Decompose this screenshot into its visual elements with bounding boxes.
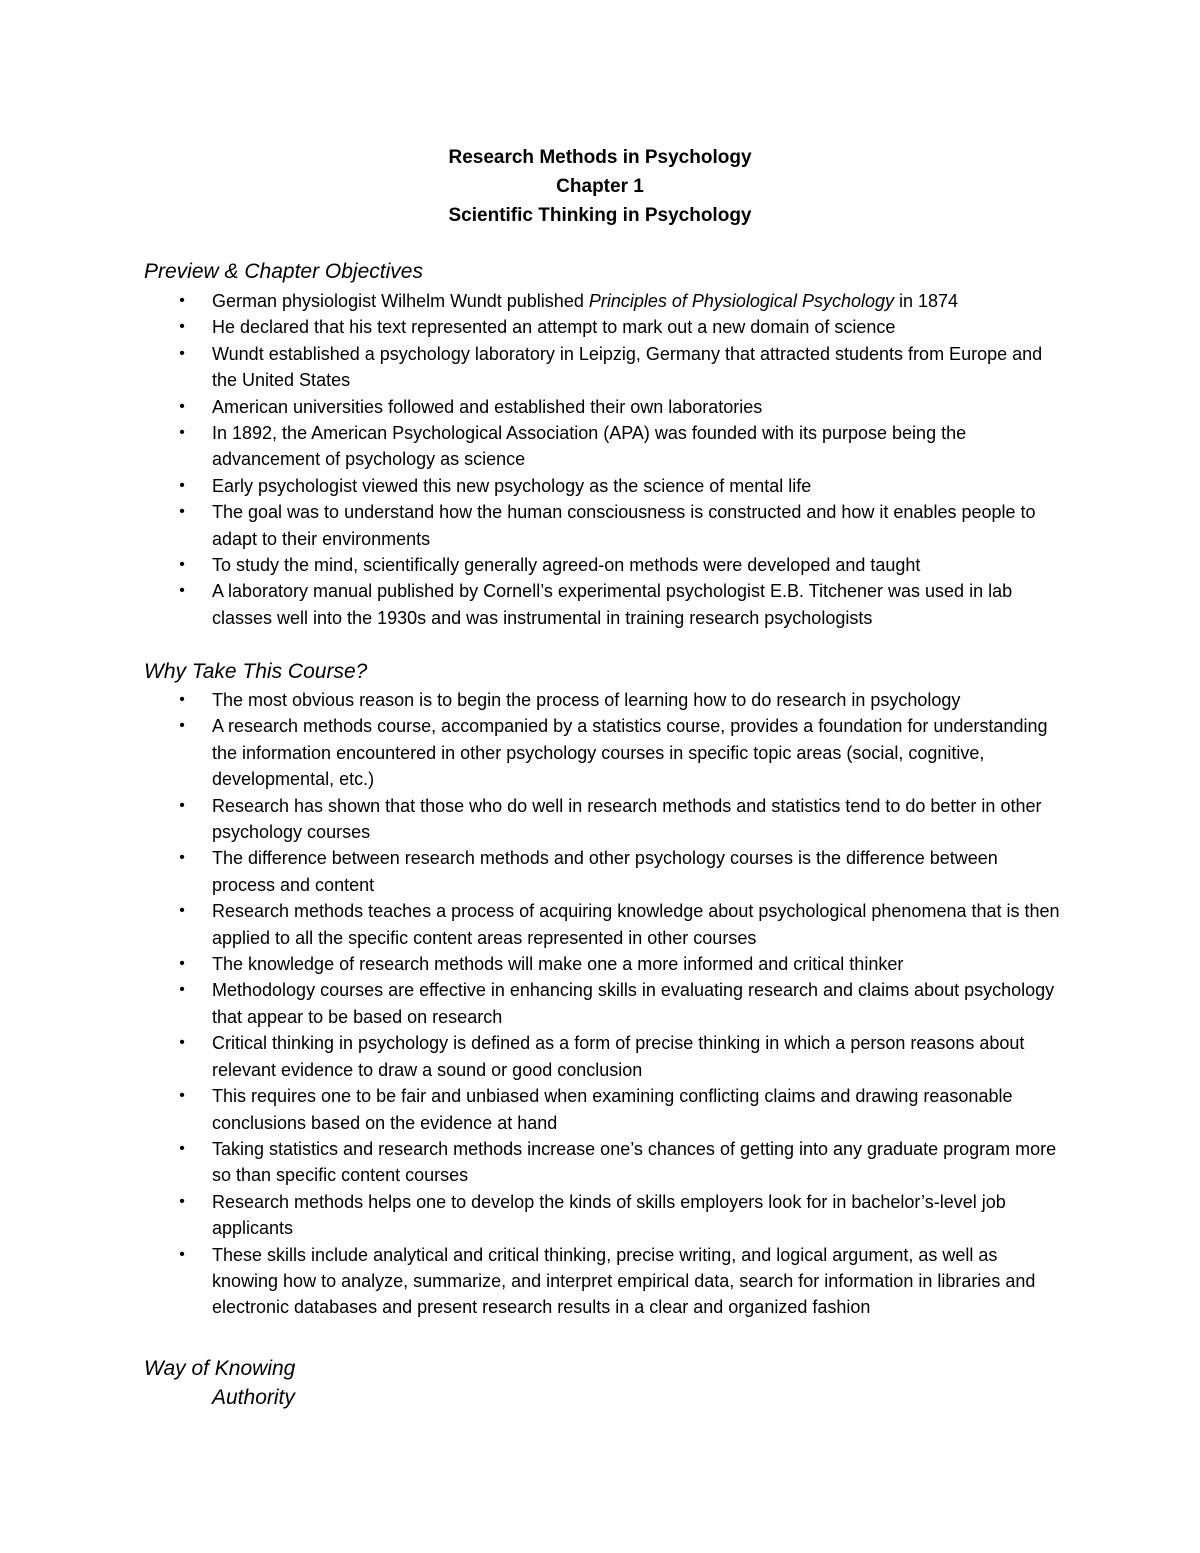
bullet-text: A research methods course, accompanied by a statistics course, provides a foundation for understanding the information encountered in other psychology courses in specific topic areas (social, cognitive, developmental, etc.) [212,716,1048,790]
bullet-text: Early psychologist viewed this new psychology as the science of mental life [212,475,812,496]
list-item [144,288,1064,314]
list-item [144,1030,1064,1083]
bullet-text: American universities followed and established their own laboratories [212,396,763,417]
bullet-text: A laboratory manual published by Cornell’s experimental psychologist E.B. Titchener was used in lab classes well into the 1930s and was instrumental in training research psychologists [212,581,1013,628]
bullet-icon: • [179,476,185,494]
preview-bullet-list [144,288,1064,631]
bullet-icon: • [179,796,185,814]
bullet-text: Research methods helps one to develop the kinds of skills employers look for in bachelor’s-level job applicants [212,1191,1006,1239]
bullet-icon: • [179,1139,185,1157]
bullet-icon: • [179,902,185,920]
list-item [144,1136,1064,1189]
bullet-text: To study the mind, scientifically generally agreed-on methods were developed and taught [212,555,921,576]
knowing-heading: Way of Knowing [144,1357,296,1380]
list-item [144,341,1064,394]
bullet-icon: • [179,292,185,309]
bullet-text: This requires one to be fair and unbiased when examining conflicting claims and drawing reasonable conclusions based on the evidence at hand [212,1086,1013,1133]
bullet-text-tail: in 1874 [894,291,959,311]
why-bullet-list [144,687,1064,1321]
bullet-text: He declared that his text represented an attempt to mark out a new domain of science [212,317,896,338]
bullet-text: The most obvious reason is to begin the process of learning how to do research in psychology [212,690,961,710]
bullet-icon: • [179,1245,185,1263]
authority-subheading: Authority [212,1386,295,1409]
bullet-icon: • [179,691,185,708]
bullet-text: German physiologist Wilhelm Wundt published [212,291,589,311]
list-item [144,1242,1064,1321]
list-item [144,394,1064,420]
bullet-icon: • [179,424,185,442]
bullet-icon: • [179,981,185,999]
list-item [144,687,1064,713]
book-title: Principles of Physiological Psychology [588,291,894,311]
bullet-icon: • [179,849,185,867]
bullet-icon: • [179,582,185,600]
list-item [144,552,1064,578]
bullet-text: These skills include analytical and critical thinking, precise writing, and logical argument, as well as knowing how to analyze, summarize, and interpret empirical data, search for information in libraries and electronic databases and present research results in a clear and organized fashion [212,1244,1036,1318]
chapter-number: Chapter 1 [556,176,644,197]
bullet-icon: • [179,1034,185,1052]
bullet-text: Critical thinking in psychology is defined as a form of precise thinking in which a person reasons about relevant evidence to draw a sound or good conclusion [212,1033,1025,1080]
bullet-text: The difference between research methods and other psychology courses is the difference between process and content [212,848,998,895]
bullet-icon: • [179,503,185,521]
chapter-title: Scientific Thinking in Psychology [448,205,752,226]
list-item [144,898,1064,951]
list-item [144,793,1064,846]
title-block [0,143,1200,230]
list-item [144,977,1064,1030]
bullet-icon: • [179,344,185,362]
bullet-text: The goal was to understand how the human consciousness is constructed and how it enables people to adapt to their environments [212,502,1036,549]
bullet-icon: • [179,397,185,415]
list-item [144,713,1064,792]
bullet-text: Research methods teaches a process of acquiring knowledge about psychological phenomena that is then applied to all the specific content areas represented in other courses [212,901,1060,948]
bullet-text: The knowledge of research methods will make one a more informed and critical thinker [212,954,904,975]
list-item [144,578,1064,631]
list-item [144,314,1064,340]
bullet-text: In 1892, the American Psychological Association (APA) was founded with its purpose being the advancement of psychology as science [212,423,967,470]
bullet-icon: • [179,556,185,574]
bullet-text: Taking statistics and research methods increase one’s chances of getting into any graduate program more so than specific content courses [212,1138,1057,1186]
list-item [144,499,1064,552]
list-item [144,420,1064,473]
list-item [144,845,1064,898]
preview-heading: Preview & Chapter Objectives [144,260,423,283]
bullet-icon: • [179,955,185,973]
bullet-text: Research has shown that those who do well in research methods and statistics tend to do better in other psychology courses [212,795,1042,843]
list-item [144,1189,1064,1242]
bullet-icon: • [179,1087,185,1105]
list-item [144,473,1064,499]
bullet-icon: • [179,717,185,735]
bullet-text: Wundt established a psychology laboratory in Leipzig, Germany that attracted students from Europe and the United States [212,343,1043,391]
bullet-text: Methodology courses are effective in enhancing skills in evaluating research and claims about psychology that appear to be based on research [212,980,1055,1027]
list-item [144,951,1064,977]
bullet-icon: • [179,1192,185,1210]
list-item [144,1083,1064,1136]
bullet-icon: • [179,318,185,336]
document-title: Research Methods in Psychology [448,147,752,168]
why-heading: Why Take This Course? [144,660,368,683]
